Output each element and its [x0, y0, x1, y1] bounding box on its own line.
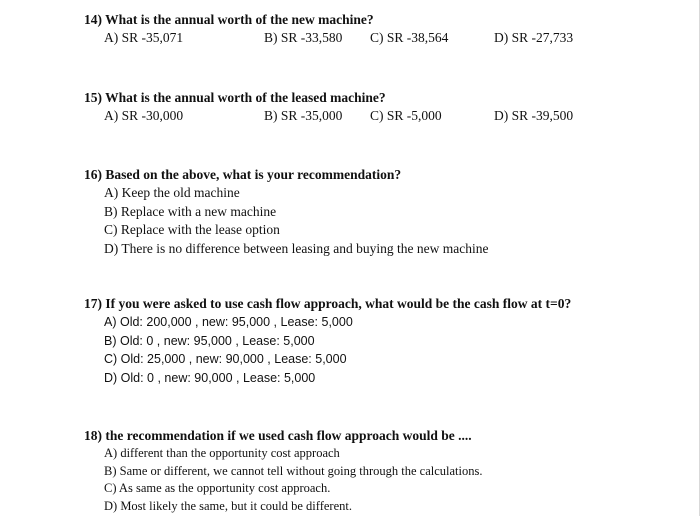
question-17-title: 17) If you were asked to use cash flow approach, what would be the cash flow at t=0?	[84, 296, 572, 311]
question-18-option-a[interactable]: A) different than the opportunity cost approach	[104, 446, 340, 460]
question-14-option-b[interactable]: B) SR -33,580	[264, 30, 343, 45]
question-18-options	[104, 445, 674, 515]
question-17-option-b[interactable]: B) Old: 0 , new: 95,000 , Lease: 5,000	[104, 333, 315, 348]
question-17	[84, 295, 674, 387]
question-16	[84, 166, 674, 258]
question-16-option-c[interactable]: C) Replace with the lease option	[104, 222, 280, 238]
question-17-options	[104, 313, 674, 387]
question-15-option-d[interactable]: D) SR -39,500	[494, 108, 574, 123]
question-14-title: 14) What is the annual worth of the new machine?	[84, 12, 374, 27]
question-17-option-d[interactable]: D) Old: 0 , new: 90,000 , Lease: 5,000	[104, 370, 316, 385]
question-15-option-a[interactable]: A) SR -30,000	[104, 108, 184, 123]
question-14-option-a[interactable]: A) SR -35,071	[104, 30, 184, 45]
question-18-option-c[interactable]: C) As same as the opportunity cost approach.	[104, 481, 331, 495]
question-16-title: 16) Based on the above, what is your recommendation?	[84, 167, 402, 182]
question-16-option-b[interactable]: B) Replace with a new machine	[104, 203, 277, 219]
question-15-title: 15) What is the annual worth of the leased machine?	[84, 90, 386, 105]
question-15-option-b[interactable]: B) SR -35,000	[264, 108, 343, 123]
question-15-option-c[interactable]: C) SR -5,000	[370, 108, 442, 123]
question-15	[84, 89, 674, 125]
question-17-option-a[interactable]: A) Old: 200,000 , new: 95,000 , Lease: 5,000	[104, 315, 353, 329]
question-18-title: 18) the recommendation if we used cash flow approach would be ....	[84, 428, 472, 443]
question-14-option-d[interactable]: D) SR -27,733	[494, 30, 574, 45]
question-16-option-d[interactable]: D) There is no difference between leasing and buying the new machine	[104, 240, 489, 256]
question-18-option-b[interactable]: B) Same or different, we cannot tell without going through the calculations.	[104, 463, 483, 478]
question-14-options	[84, 29, 674, 47]
question-16-options	[104, 184, 674, 258]
question-15-options	[84, 107, 674, 125]
question-16-option-a[interactable]: A) Keep the old machine	[104, 185, 240, 200]
question-17-option-c[interactable]: C) Old: 25,000 , new: 90,000 , Lease: 5,000	[104, 352, 347, 367]
question-14	[84, 11, 674, 47]
question-18	[84, 427, 674, 515]
question-18-option-d[interactable]: D) Most likely the same, but it could be different.	[104, 498, 352, 513]
question-14-option-c[interactable]: C) SR -38,564	[370, 30, 449, 45]
